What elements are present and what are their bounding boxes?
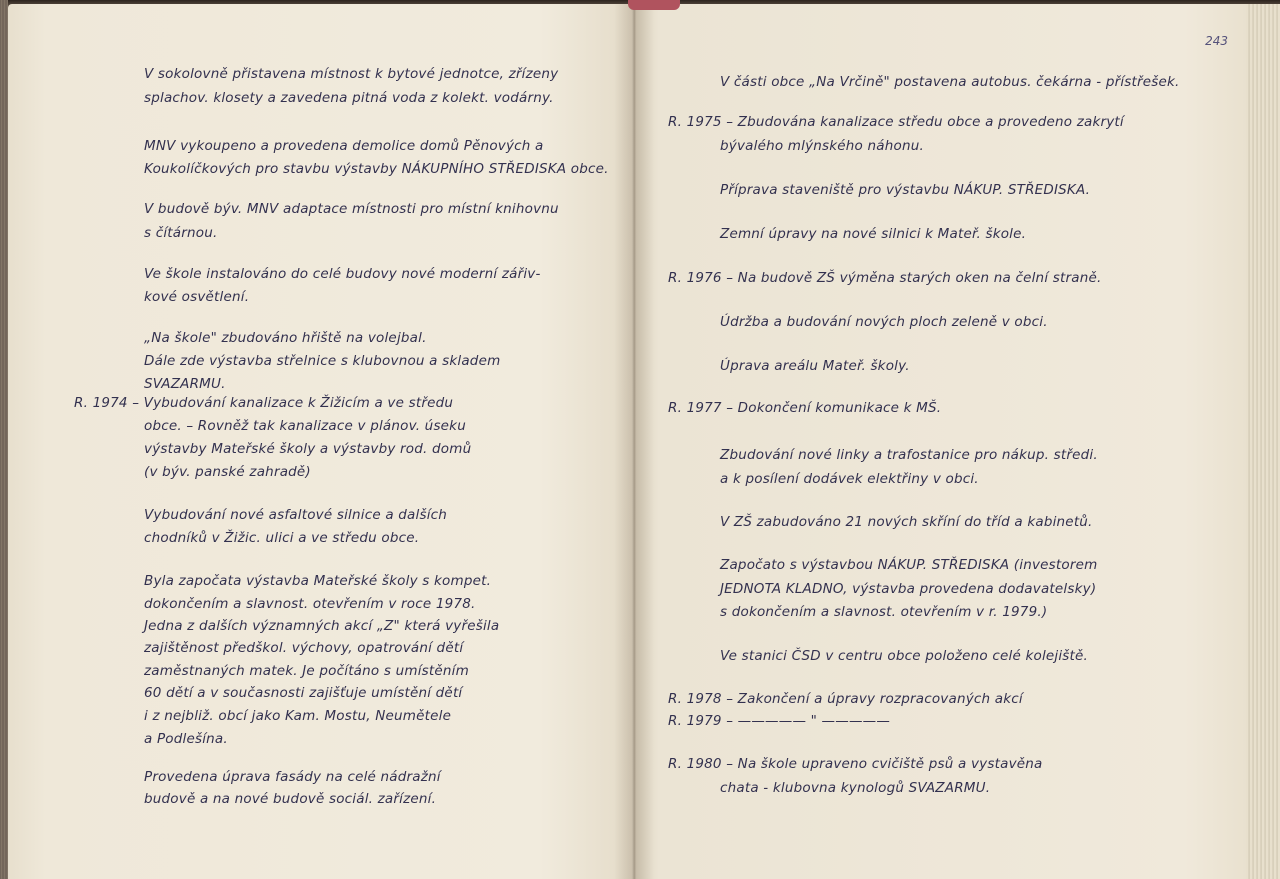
left-page-line: Vybudování nové asfaltové silnice a dalších (144, 507, 448, 523)
left-page-line: V budově býv. MNV adaptace místnosti pro místní knihovnu (144, 201, 559, 217)
left-page-line: Jedna z dalších významných akcí „Z" která vyřešila (144, 618, 500, 634)
left-page-line: (v býv. panské zahradě) (144, 464, 311, 480)
right-page-line: Ve stanici ČSD v centru obce položeno celé kolejiště. (720, 648, 1089, 664)
left-page-line: „Na škole" zbudováno hřiště na volejbal. (144, 330, 427, 346)
right-page-line: R. 1979 – ————— " ————— (668, 713, 891, 729)
left-page-line: a Podlešína. (144, 731, 228, 747)
left-page-line: 60 dětí a v současnosti zajišťuje umístění dětí (144, 685, 463, 701)
left-page-line: budově a na nové budově sociál. zařízení. (144, 791, 437, 807)
right-page-line: a k posílení dodávek elektřiny v obci. (720, 471, 979, 487)
left-page (8, 4, 634, 879)
right-page-line: JEDNOTA KLADNO, výstavba provedena dodavatelsky) (720, 581, 1097, 597)
left-page-line: zajištěnost předškol. výchovy, opatrování dětí (144, 640, 464, 656)
right-page-line: R. 1975 – Zbudována kanalizace středu obce a provedeno zakrytí (668, 114, 1124, 130)
right-page-line: bývalého mlýnského náhonu. (720, 138, 924, 154)
page-edges (1246, 4, 1280, 879)
left-page-line: SVAZARMU. (144, 376, 226, 392)
right-page-line: R. 1977 – Dokončení komunikace k MŠ. (668, 400, 942, 416)
left-page-line: Dále zde výstavba střelnice s klubovnou a skladem (144, 353, 501, 369)
right-page-line: s dokončením a slavnost. otevřením v r. 1979.) (720, 604, 1048, 620)
left-page-line: R. 1974 – Vybudování kanalizace k Žižicím a ve středu (74, 395, 454, 411)
left-page-line: splachov. klosety a zavedena pitná voda z kolekt. vodárny. (144, 90, 554, 106)
left-page-line: obce. – Rovněž tak kanalizace v plánov. úseku (144, 418, 466, 434)
left-page-line: zaměstnaných matek. Je počítáno s umístěním (144, 663, 469, 679)
right-page (634, 4, 1246, 879)
left-page-line: dokončením a slavnost. otevřením v roce 1978. (144, 596, 476, 612)
right-page-line: R. 1980 – Na škole upraveno cvičiště psů a vystavěna (668, 756, 1043, 772)
right-page-line: Údržba a budování nových ploch zeleně v obci. (720, 314, 1048, 330)
right-page-line: R. 1978 – Zakončení a úpravy rozpracovaných akcí (668, 691, 1023, 707)
left-page-line: kové osvětlení. (144, 289, 250, 305)
right-page-line: Zemní úpravy na nové silnici k Mateř. škole. (720, 226, 1027, 242)
right-page-line: Příprava staveniště pro výstavbu NÁKUP. STŘEDISKA. (720, 182, 1091, 198)
left-page-line: chodníků v Žižic. ulici a ve středu obce. (144, 530, 420, 546)
left-page-line: Provedena úprava fasády na celé nádražní (144, 769, 441, 785)
right-page-line: Úprava areálu Mateř. školy. (720, 358, 910, 374)
right-page-line: Započato s výstavbou NÁKUP. STŘEDISKA (investorem (720, 557, 1098, 573)
left-page-line: V sokolovně přistavena místnost k bytové jednotce, zřízeny (144, 66, 559, 82)
bookmark-ribbon (628, 0, 680, 10)
left-page-line: Byla započata výstavba Mateřské školy s kompet. (144, 573, 492, 589)
page-number: 243 (1205, 34, 1228, 48)
left-page-line: s čítárnou. (144, 225, 218, 241)
right-page-line: V ZŠ zabudováno 21 nových skříní do tříd a kabinetů. (720, 514, 1093, 530)
right-page-line: V části obce „Na Vrčině" postavena autobus. čekárna - přístřešek. (720, 74, 1180, 90)
left-page-line: Koukolíčkových pro stavbu výstavby NÁKUPNÍHO STŘEDISKA obce. (144, 161, 609, 177)
left-page-line: Ve škole instalováno do celé budovy nové moderní zářiv- (144, 266, 541, 282)
left-page-line: MNV vykoupeno a provedena demolice domů Pěnových a (144, 138, 544, 154)
book-gutter (614, 4, 654, 879)
right-page-line: R. 1976 – Na budově ZŠ výměna starých oken na čelní straně. (668, 270, 1102, 286)
right-page-line: Zbudování nové linky a trafostanice pro nákup. středi. (720, 447, 1098, 463)
left-page-line: výstavby Mateřské školy a výstavby rod. domů (144, 441, 472, 457)
right-page-line: chata - klubovna kynologů SVAZARMU. (720, 780, 991, 796)
book-left-edge (0, 0, 8, 879)
left-page-line: i z nejbliž. obcí jako Kam. Mostu, Neumětele (144, 708, 452, 724)
